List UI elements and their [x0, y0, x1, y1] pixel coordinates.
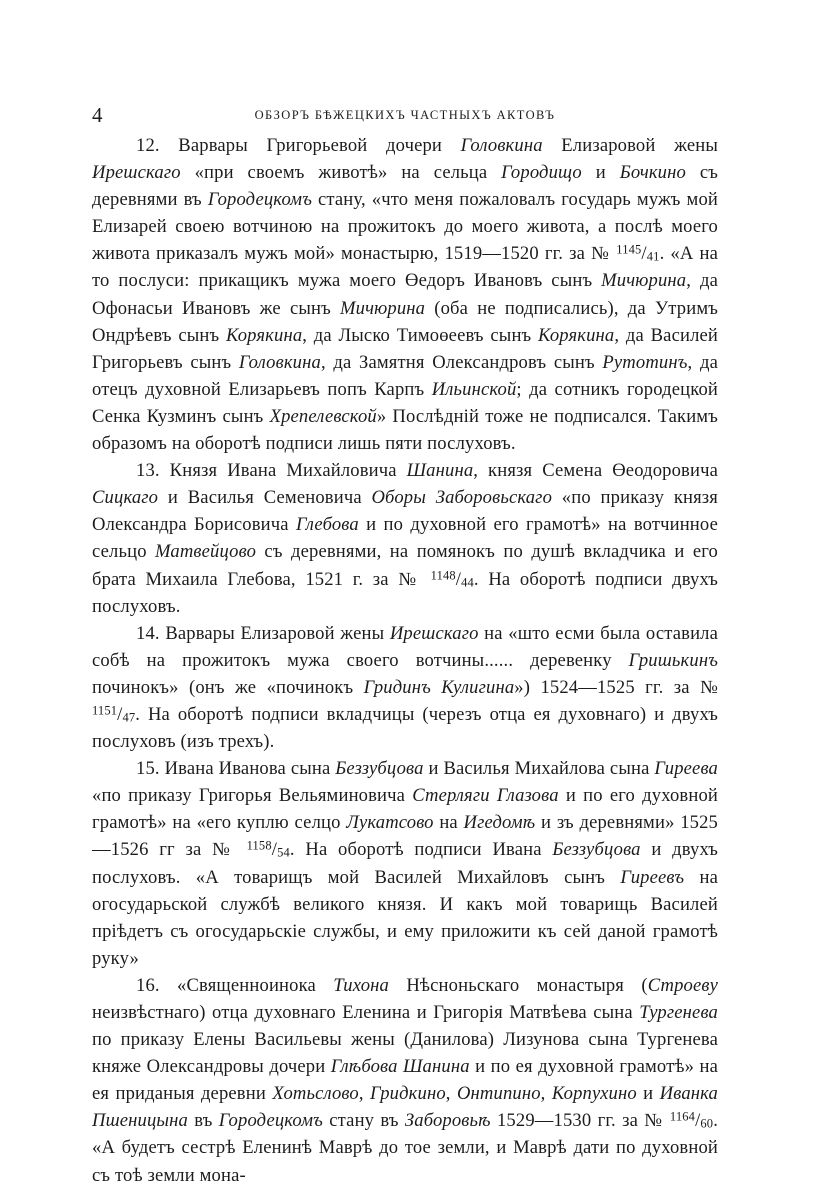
text-segment: (оба не подписались), да Утримъ Ондрѣевъ сынъ	[92, 297, 719, 346]
text-segment: » Послѣдній тоже не подписался. Такимъ образомъ на оборотѣ подписи лишь пяти послуховъ.	[92, 405, 718, 455]
text-segment: /	[695, 1110, 701, 1132]
text-segment: 14. Варвары Елизаровой жены	[136, 622, 390, 644]
italic-name: Гридкино	[370, 1083, 446, 1105]
archive-number: 1148	[430, 567, 456, 582]
text-segment: въ	[188, 1110, 219, 1132]
italic-name: Корпухино	[551, 1083, 637, 1105]
archive-subnumber: 44	[461, 574, 474, 589]
text-segment: на	[433, 812, 464, 834]
italic-name: Лукатсово	[346, 812, 434, 834]
document-page	[92, 102, 718, 1189]
text-segment: , да Замятня Олександровъ сынъ	[320, 351, 603, 373]
text-segment: и зъ деревнями» 1525—1526 гг за №	[92, 812, 718, 861]
text-segment: ; да сотникъ городецкой Сенка Кузминъ сынъ	[92, 378, 719, 427]
document-body	[92, 132, 718, 1189]
italic-name: Корякина	[538, 324, 615, 346]
archive-subnumber: 41	[646, 249, 660, 264]
text-segment: ,	[540, 1083, 552, 1105]
text-segment: съ деревнями, на помянокъ по душѣ вкладчика и его брата Михаила Глебова, 1521 г. за №	[92, 541, 718, 590]
italic-name: Тургенева	[639, 1002, 718, 1023]
text-segment: 16. «Священноинока	[136, 974, 334, 996]
italic-name: Бочкино	[619, 162, 686, 184]
italic-name: Гиреева	[654, 758, 719, 780]
text-segment: «по приказу Григорья Вельяминовича	[92, 785, 413, 807]
text-segment: и Василья Михайлова сына	[423, 758, 655, 780]
italic-name: Игедомѣ	[463, 812, 536, 834]
italic-name: Хрепелевской	[269, 405, 377, 427]
text-segment: стану, «что меня пожаловалъ государь мужъ мой Елизарей своею вотчиною на прожитокъ до моего живота, а послѣ моего живота приказалъ мужъ мой» монастырю, 1519—1520 гг. за №	[92, 189, 718, 265]
italic-name: Тихона	[333, 974, 389, 996]
archive-subnumber: 54	[277, 845, 290, 860]
text-segment: . На оборотѣ подписи двухъ послуховъ.	[92, 568, 719, 617]
italic-name: Мичюрина	[601, 270, 687, 292]
text-segment: . «А будетъ сестрѣ Еленинѣ Маврѣ до тое земли, и Маврѣ дати по духовной съ тоѣ земли мона-	[92, 1110, 719, 1186]
italic-name: Гришькинъ	[628, 649, 718, 671]
italic-name: Беззубцова	[552, 839, 641, 861]
italic-name: Городищо	[501, 162, 582, 184]
archive-number: 1145	[616, 242, 642, 257]
text-segment: ,	[445, 1083, 457, 1105]
text-segment: и	[581, 162, 620, 184]
archive-number: 1164	[669, 1109, 696, 1124]
text-segment: 1529—1530 гг. за №	[490, 1110, 670, 1132]
text-segment: , да Лыско Тимоөеевъ сынъ	[302, 324, 539, 346]
entry-paragraph	[92, 755, 718, 972]
text-segment: стану въ	[322, 1110, 405, 1132]
italic-name: Гиреевъ	[620, 866, 685, 888]
italic-name: Онтипино	[456, 1083, 541, 1105]
text-segment: /	[641, 243, 647, 265]
text-segment: , да отецъ духовной Елизарьевъ попъ Карпъ	[92, 351, 718, 400]
italic-name: Глебова	[295, 514, 359, 536]
italic-name: Ильинской	[431, 378, 517, 400]
text-segment: 12. Варвары Григорьевой дочери	[136, 135, 461, 156]
text-segment: . «А на то послуси: прикащикъ мужа моего Өедоръ Ивановъ сынъ	[92, 243, 718, 292]
entry-paragraph	[92, 132, 718, 457]
italic-name: Мичюрина	[340, 297, 426, 319]
italic-name: Строеву	[647, 974, 719, 996]
italic-name: Заборовьѣ	[404, 1110, 491, 1132]
italic-name: Корякина	[225, 324, 303, 346]
entry-paragraph	[92, 457, 718, 620]
text-segment: , да Офонасьи Ивановъ же сынъ	[92, 270, 718, 319]
italic-name: Стерляги Глазова	[412, 785, 559, 807]
archive-subnumber: 47	[122, 710, 136, 725]
italic-name: Иванка Пшеницына	[92, 1083, 718, 1132]
italic-name: Городецкомъ	[218, 1110, 323, 1132]
italic-name: Гридинъ Кулигина	[363, 676, 515, 698]
text-segment: , да Василей Григорьевъ сынъ	[92, 324, 718, 373]
italic-name: Головкина	[238, 351, 321, 373]
text-segment: . На оборотѣ подписи Ивана	[289, 839, 553, 861]
entry-paragraph	[92, 620, 718, 755]
text-segment: и по ея духовной грамотѣ» на ея приданыя деревни	[92, 1056, 718, 1105]
running-title: ОБЗОРЪ БѢЖЕЦКИХЪ ЧАСТНЫХЪ АКТОВЪ	[254, 108, 556, 122]
archive-number: 1158	[246, 838, 272, 853]
text-segment: /	[117, 703, 123, 725]
text-segment: 13. Князя Ивана Михайловича	[136, 460, 407, 482]
text-segment: на «што есми была оставила собѣ на прожитокъ мужа своего вотчины...... деревенку	[92, 622, 718, 671]
italic-name: Матвейцово	[155, 541, 257, 563]
text-segment: и по духовной его грамотѣ» на вотчинное сельцо	[92, 514, 718, 563]
text-segment: . На оборотѣ подписи вкладчицы (черезъ отца ея духовнаго) и двухъ послуховъ (изъ трехъ).	[92, 703, 718, 753]
page-number: 4	[92, 103, 103, 127]
text-segment: /	[271, 839, 278, 861]
italic-name: Шанина	[406, 460, 474, 482]
italic-name: Ирешскаго	[389, 622, 479, 644]
text-segment: неизвѣстнаго) отца духовнаго Еленина и Григорія Матвѣева сына	[92, 1002, 640, 1023]
italic-name: Сицкаго	[92, 487, 159, 509]
text-segment: на огосударьской службѣ великого князя. И какъ мой товарищь Василей прiѣдетъ съ огосударьскіе службы, и ему приложити къ сей даной грамотѣ руку»	[92, 866, 718, 969]
italic-name: Оборы Заборовьскаго	[371, 487, 553, 509]
text-segment: , князя Семена Өеодоровича	[473, 460, 718, 482]
text-segment: «при своемъ животѣ» на сельца	[180, 162, 502, 184]
italic-name: Глѣбова Шанина	[330, 1056, 470, 1078]
text-segment: «по приказу князя Олександра Борисовича	[92, 487, 719, 536]
italic-name: Беззубцова	[335, 758, 424, 780]
text-segment: Нѣсноньскаго монастыря (	[388, 974, 648, 996]
text-segment: и по его духовной грамотѣ» на «его куплю селцо	[92, 785, 718, 834]
italic-name: Головкина	[460, 135, 543, 156]
text-segment: и двухъ послуховъ. «А товарищъ мой Василей Михайловъ сынъ	[92, 839, 718, 888]
text-segment: Елизаровой жены	[542, 135, 718, 156]
italic-name: Городецкомъ	[207, 189, 312, 211]
italic-name: Рутотинъ	[602, 351, 688, 373]
text-segment: починокъ» (онъ же «починокъ	[92, 676, 364, 698]
text-segment: и	[636, 1083, 660, 1105]
archive-number: 1151	[92, 703, 118, 718]
entry-paragraph	[92, 972, 718, 1189]
text-segment: /	[455, 568, 462, 590]
italic-name: Хотьслово	[272, 1083, 359, 1105]
text-segment: по приказу Елены Васильевы жены (Данилова) Лизунова сына Тургенева княже Олександровы дочери	[92, 1029, 718, 1078]
page-header	[92, 102, 718, 132]
text-segment: и Василья Семеновича	[158, 487, 372, 509]
text-segment: 15. Ивана Иванова сына	[136, 758, 336, 780]
text-segment: ») 1524—1525 гг. за №	[514, 676, 718, 698]
text-segment: ,	[358, 1083, 371, 1105]
italic-name: Ирешскаго	[92, 162, 181, 184]
archive-subnumber: 60	[700, 1116, 714, 1131]
text-segment: съ деревнями въ	[92, 162, 718, 211]
